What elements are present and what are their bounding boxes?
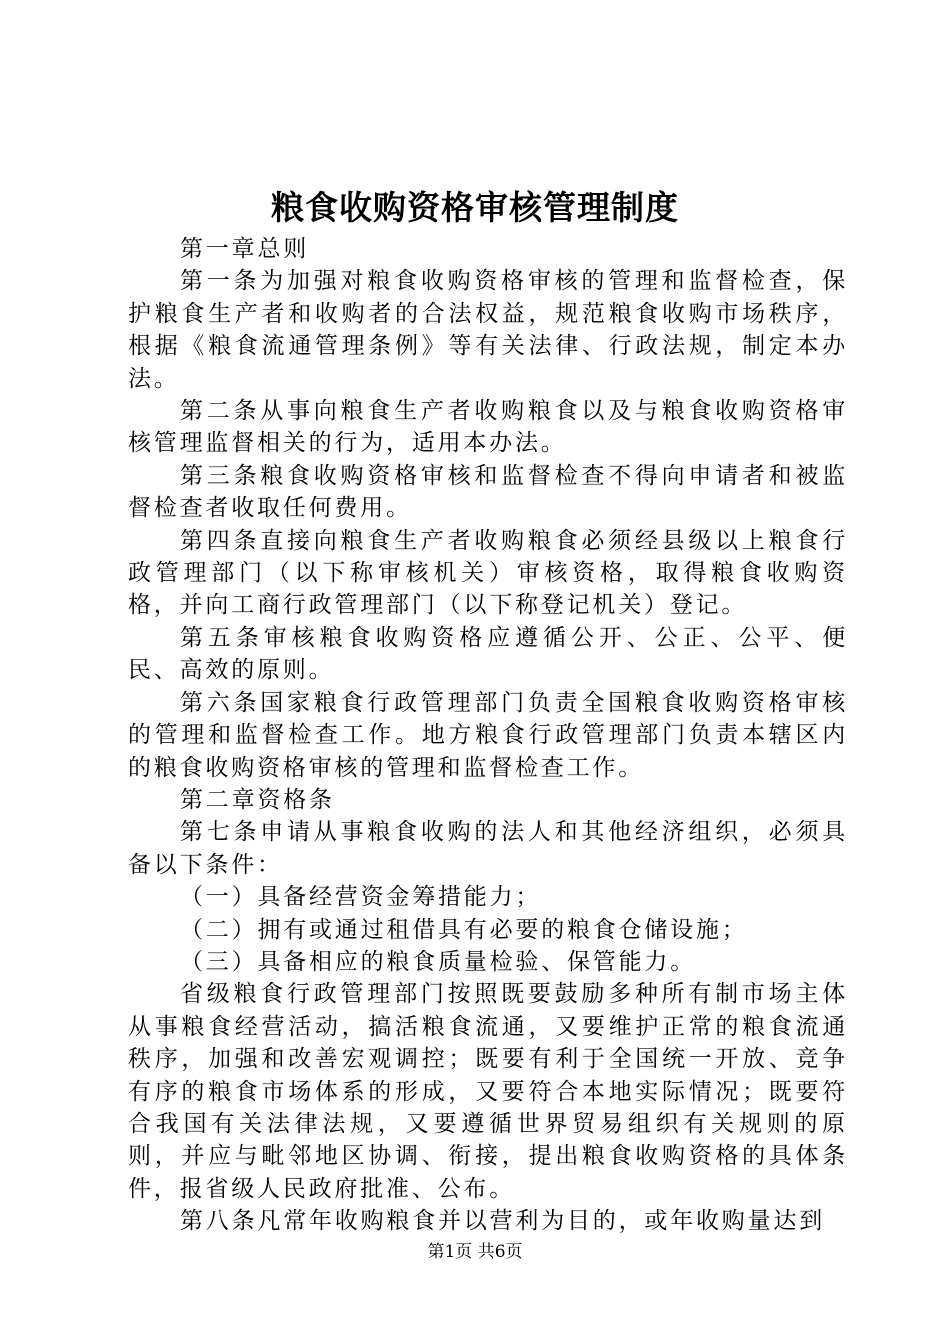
article-paragraph: 第四条直接向粮食生产者收购粮食必须经县级以上粮食行政管理部门（以下称审核机关）审核资格，取得粮食收购资格，并向工商行政管理部门（以下称登记机关）登记。 <box>128 527 848 619</box>
document-body <box>128 233 848 1238</box>
article-paragraph: 第五条审核粮食收购资格应遵循公开、公正、公平、便民、高效的原则。 <box>128 624 848 684</box>
list-item: （二）拥有或通过租借具有必要的粮食仓储设施； <box>180 916 748 943</box>
article-paragraph: 省级粮食行政管理部门按照既要鼓励多种所有制市场主体从事粮食经营活动，搞活粮食流通，又要维护正常的粮食流通秩序，加强和改善宏观调控；既要有利于全国统一开放、竞争有序的粮食市场体系的形成，又要符合本地实际情况；既要符合我国有关法律法规，又要遵循世界贸易组织有关规则的原则，并应与毗邻地区协调、衔接，提出粮食收购资格的具体条件，报省级人民政府批准、公布。 <box>128 981 848 1202</box>
chapter-heading: 第二章资格条 <box>180 786 335 813</box>
page-number-footer: 第1页 共6页 <box>427 1242 523 1262</box>
article-paragraph: 第三条粮食收购资格审核和监督检查不得向申请者和被监督检查者收取任何费用。 <box>128 462 848 522</box>
article-paragraph: 第二条从事向粮食生产者收购粮食以及与粮食收购资格审核管理监督相关的行为，适用本办法。 <box>128 398 848 457</box>
document-title: 粮食收购资格审核管理制度 <box>271 188 679 227</box>
list-item: （一）具备经营资金筹措能力； <box>180 884 542 911</box>
list-item: （三）具备相应的粮食质量检验、保管能力。 <box>180 948 696 975</box>
article-paragraph: 第一条为加强对粮食收购资格审核的管理和监督检查，保护粮食生产者和收购者的合法权益，规范粮食收购市场秩序，根据《粮食流通管理条例》等有关法律、行政法规，制定本办法。 <box>128 268 848 392</box>
article-paragraph: 第六条国家粮食行政管理部门负责全国粮食收购资格审核的管理和监督检查工作。地方粮食行政管理部门负责本辖区内的粮食收购资格审核的管理和监督检查工作。 <box>128 689 848 781</box>
article-paragraph: 第七条申请从事粮食收购的法人和其他经济组织，必须具备以下条件： <box>128 819 848 878</box>
article-paragraph: 第八条凡常年收购粮食并以营利为目的，或年收购量达到 <box>180 1208 825 1235</box>
chapter-heading: 第一章总则 <box>180 236 309 262</box>
